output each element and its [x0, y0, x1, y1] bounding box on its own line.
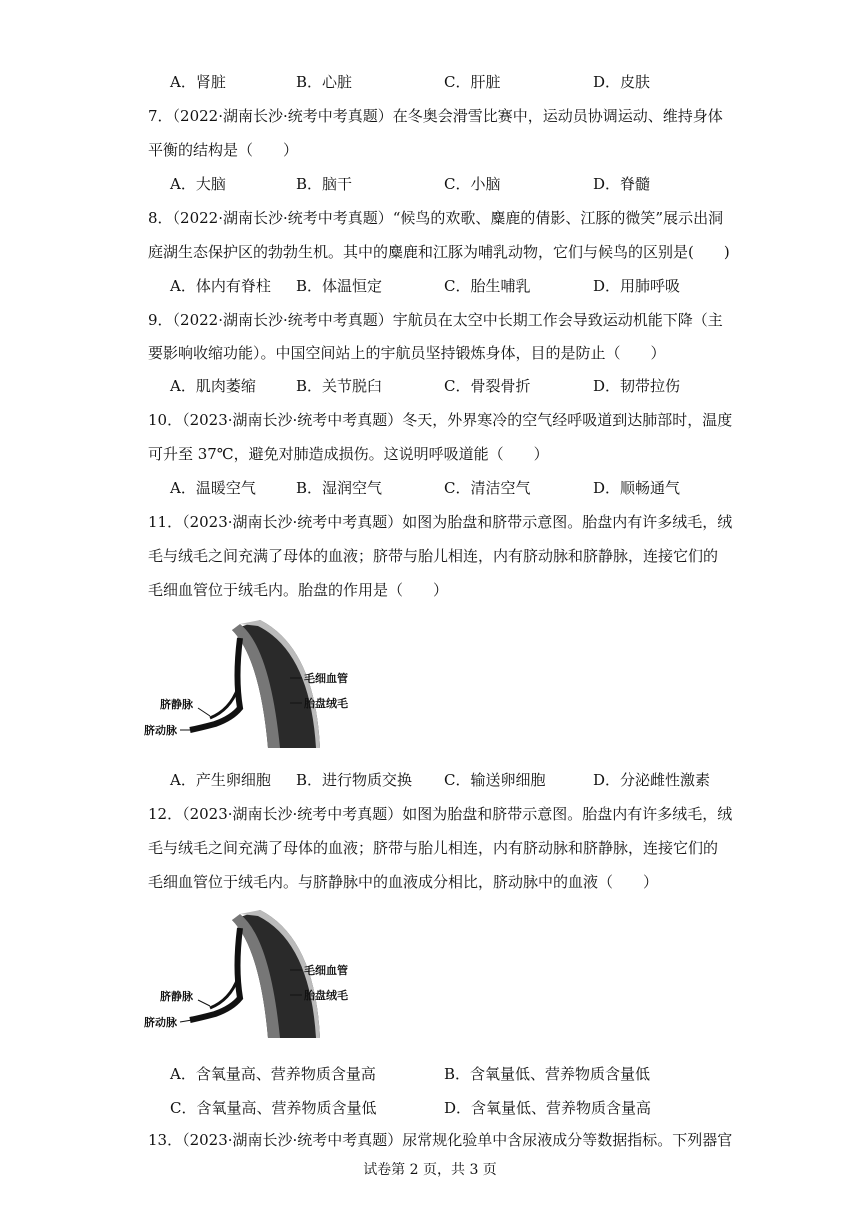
label-villi: 胎盘绒毛 [304, 697, 348, 710]
q7-stem-line-2: 平衡的结构是（ ） [148, 141, 299, 159]
label-villi-2: 胎盘绒毛 [304, 989, 348, 1002]
q10-stem-line-1: 10．（2023·湖南长沙·统考中考真题）冬天，外界寒冷的空气经呼吸道到达肺部时，温度 [148, 411, 733, 429]
q12-stem-line-2: 毛与绒毛之间充满了母体的血液；脐带与胎儿相连，内有脐动脉和脐静脉，连接它们的 [148, 839, 719, 857]
q9-option-a: A．肌肉萎缩 [170, 377, 256, 395]
q8-option-a: A．体内有脊柱 [170, 277, 271, 295]
q10-option-d: D．顺畅通气 [593, 479, 681, 497]
q10-option-a: A．温暖空气 [170, 479, 256, 497]
q9-stem-line-2: 要影响收缩功能）。中国空间站上的宇航员坚持锻炼身体，目的是防止（ ） [148, 344, 666, 362]
placenta-figure [140, 618, 370, 753]
q12-option-c: C．含氧量高、营养物质含量低 [170, 1099, 377, 1117]
q12-option-a: A．含氧量高、营养物质含量高 [170, 1065, 376, 1083]
q6-option-a: A．肾脏 [170, 73, 226, 91]
q8-stem-line-1: 8．（2022·湖南长沙·统考中考真题）“候鸟的欢歌、麋鹿的倩影、江豚的微笑”展示出洞 [148, 209, 724, 227]
q7-option-c: C．小脑 [444, 175, 501, 193]
q11-option-d: D．分泌雌性激素 [593, 771, 711, 789]
label-capillary: 毛细血管 [304, 672, 348, 685]
q10-stem-line-2: 可升至 37℃，避免对肺造成损伤。这说明呼吸道能（ ） [148, 445, 549, 463]
label-umbilical-vein: 脐静脉 [160, 698, 193, 711]
q7-stem-line-1: 7．（2022·湖南长沙·统考中考真题）在冬奥会滑雪比赛中，运动员协调运动、维持身体 [148, 107, 723, 125]
q13-stem-line-1: 13．（2023·湖南长沙·统考中考真题）尿常规化验单中含尿液成分等数据指标。下列器官 [148, 1131, 733, 1149]
q10-option-b: B．湿润空气 [296, 479, 383, 497]
q9-stem-line-1: 9．（2022·湖南长沙·统考中考真题）宇航员在太空中长期工作会导致运动机能下降（主 [148, 311, 723, 329]
q11-option-b: B．进行物质交换 [296, 771, 413, 789]
q6-option-b: B．心脏 [296, 73, 353, 91]
q11-option-a: A．产生卵细胞 [170, 771, 271, 789]
q8-option-b: B．体温恒定 [296, 277, 383, 295]
q12-stem-line-3: 毛细血管位于绒毛内。与脐静脉中的血液成分相比，脐动脉中的血液（ ） [148, 873, 659, 891]
q9-option-d: D．韧带拉伤 [593, 377, 681, 395]
q12-stem-line-1: 12．（2023·湖南长沙·统考中考真题）如图为胎盘和脐带示意图。胎盘内有许多绒毛，绒 [148, 805, 733, 823]
q6-option-d: D．皮肤 [593, 73, 651, 91]
placenta-figure-2 [140, 908, 370, 1043]
label-umbilical-artery: 脐动脉 [144, 724, 177, 737]
page-footer: 试卷第 2 页，共 3 页 [363, 1162, 497, 1178]
q7-option-a: A．大脑 [170, 175, 226, 193]
q11-stem-line-2: 毛与绒毛之间充满了母体的血液；脐带与胎儿相连，内有脐动脉和脐静脉，连接它们的 [148, 547, 719, 565]
q7-option-d: D．脊髓 [593, 175, 651, 193]
q8-stem-line-2: 庭湖生态保护区的勃勃生机。其中的麋鹿和江豚为哺乳动物，它们与候鸟的区别是( ) [148, 243, 730, 261]
q9-option-b: B．关节脱臼 [296, 377, 383, 395]
label-umbilical-artery-2: 脐动脉 [144, 1016, 177, 1029]
q12-option-d: D．含氧量低、营养物质含量高 [444, 1099, 652, 1117]
label-umbilical-vein-2: 脐静脉 [160, 990, 193, 1003]
q11-stem-line-3: 毛细血管位于绒毛内。胎盘的作用是（ ） [148, 581, 449, 599]
q11-stem-line-1: 11．（2023·湖南长沙·统考中考真题）如图为胎盘和脐带示意图。胎盘内有许多绒毛，绒 [148, 513, 733, 531]
q10-option-c: C．清洁空气 [444, 479, 531, 497]
q7-option-b: B．脑干 [296, 175, 353, 193]
label-capillary-2: 毛细血管 [304, 964, 348, 977]
q11-option-c: C．输送卵细胞 [444, 771, 546, 789]
q6-option-c: C．肝脏 [444, 73, 501, 91]
q8-option-c: C．胎生哺乳 [444, 277, 531, 295]
q9-option-c: C．骨裂骨折 [444, 377, 531, 395]
q12-option-b: B．含氧量低、营养物质含量低 [444, 1065, 651, 1083]
q8-option-d: D．用肺呼吸 [593, 277, 681, 295]
